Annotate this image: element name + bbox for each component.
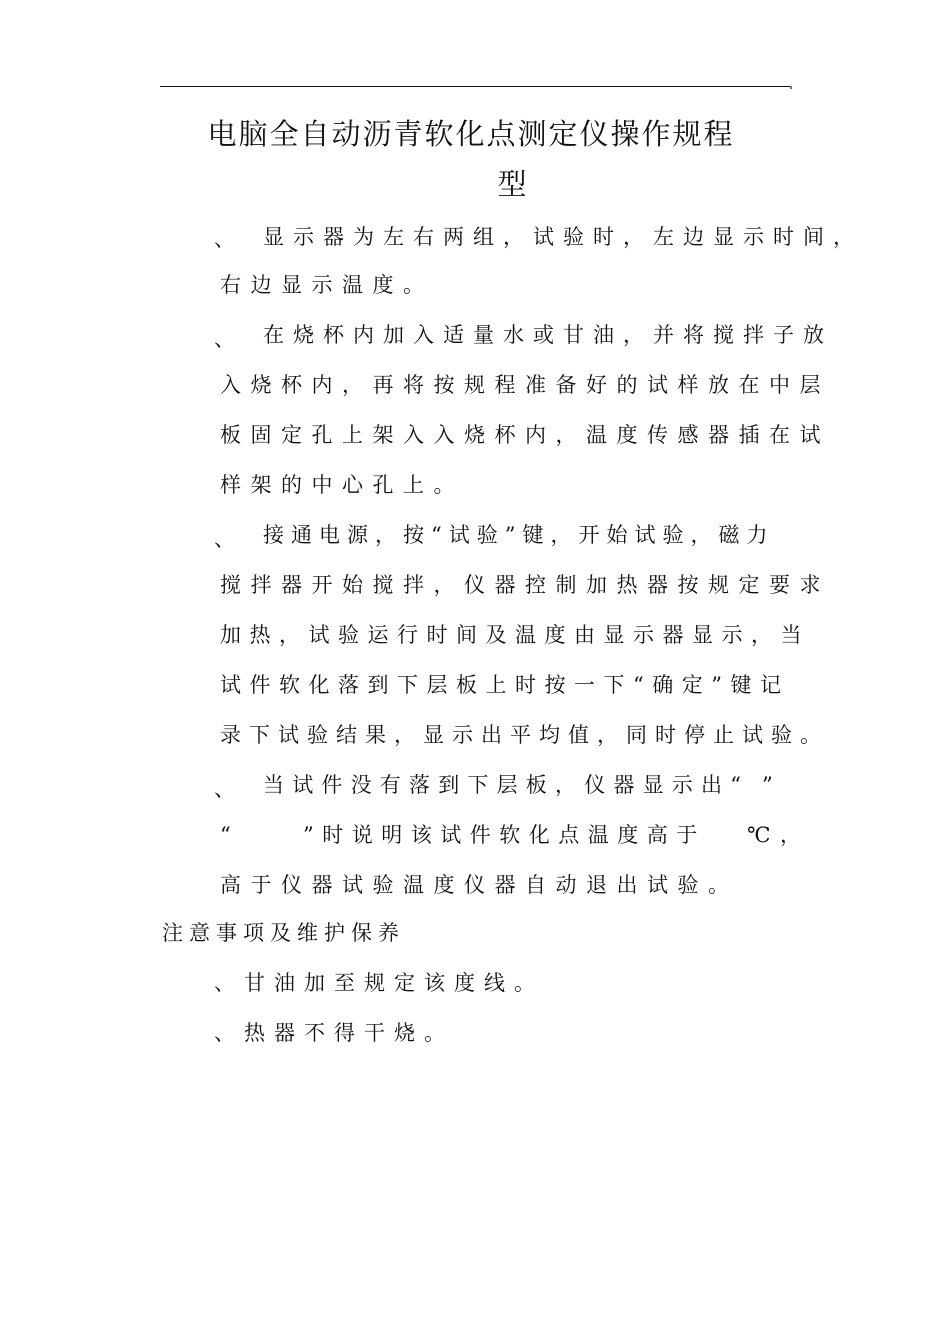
document-title: 电脑全自动沥青软化点测定仪操作规程 [207, 117, 735, 151]
item-4-bullet: 、 [214, 777, 235, 801]
item-2-line-1: 在烧杯内加入适量水或甘油，并将搅拌子放 [263, 323, 833, 347]
item-1-line-2: 右边显示温度。 [220, 273, 434, 297]
item-4-temperature-unit: ℃， [747, 823, 811, 847]
header-rule-end-mark [790, 86, 792, 89]
item-4-open-quote: “ [220, 823, 241, 847]
item-1-bullet: 、 [214, 227, 235, 251]
item-3-line-1: 接通电源，按“试验”键，开始试验，磁力 [263, 523, 775, 547]
item-1-line-1: 显示器为左右两组，试验时，左边显示时间， [263, 225, 863, 249]
document-title-model: 型 [497, 167, 529, 201]
item-4-line-1: 当试件没有落到下层板，仪器显示出“ [263, 773, 750, 797]
item-2-line-2: 入烧杯内，再将按规程准备好的试样放在中层 [220, 373, 830, 397]
item-2-bullet: 、 [214, 327, 235, 351]
item-4-line-2: ”时说明该试件软化点温度高于 [303, 823, 706, 847]
item-3-line-3: 加热，试验运行时间及温度由显示器显示，当 [220, 623, 810, 647]
item-3-line-4: 试件软化落到下层板上时按一下“确定”键记 [220, 673, 790, 697]
item-3-line-2: 搅拌器开始搅拌，仪器控制加热器按规定要求 [220, 573, 830, 597]
item-3-line-5: 录下试验结果，显示出平均值，同时停止试验。 [220, 723, 829, 747]
item-3-bullet: 、 [214, 527, 235, 551]
notes-heading: 注意事项及维护保养 [162, 921, 405, 945]
item-2-line-3: 板固定孔上架入入烧杯内，温度传感器插在试 [220, 423, 830, 447]
item-4-close-quote: ” [762, 773, 783, 797]
note-1: 、甘油加至规定该度线。 [214, 971, 544, 995]
header-rule [160, 86, 790, 87]
note-2: 、热器不得干烧。 [214, 1021, 454, 1045]
item-2-line-4: 样架的中心孔上。 [220, 473, 464, 497]
item-4-line-3: 高于仪器试验温度仪器自动退出试验。 [220, 873, 739, 897]
